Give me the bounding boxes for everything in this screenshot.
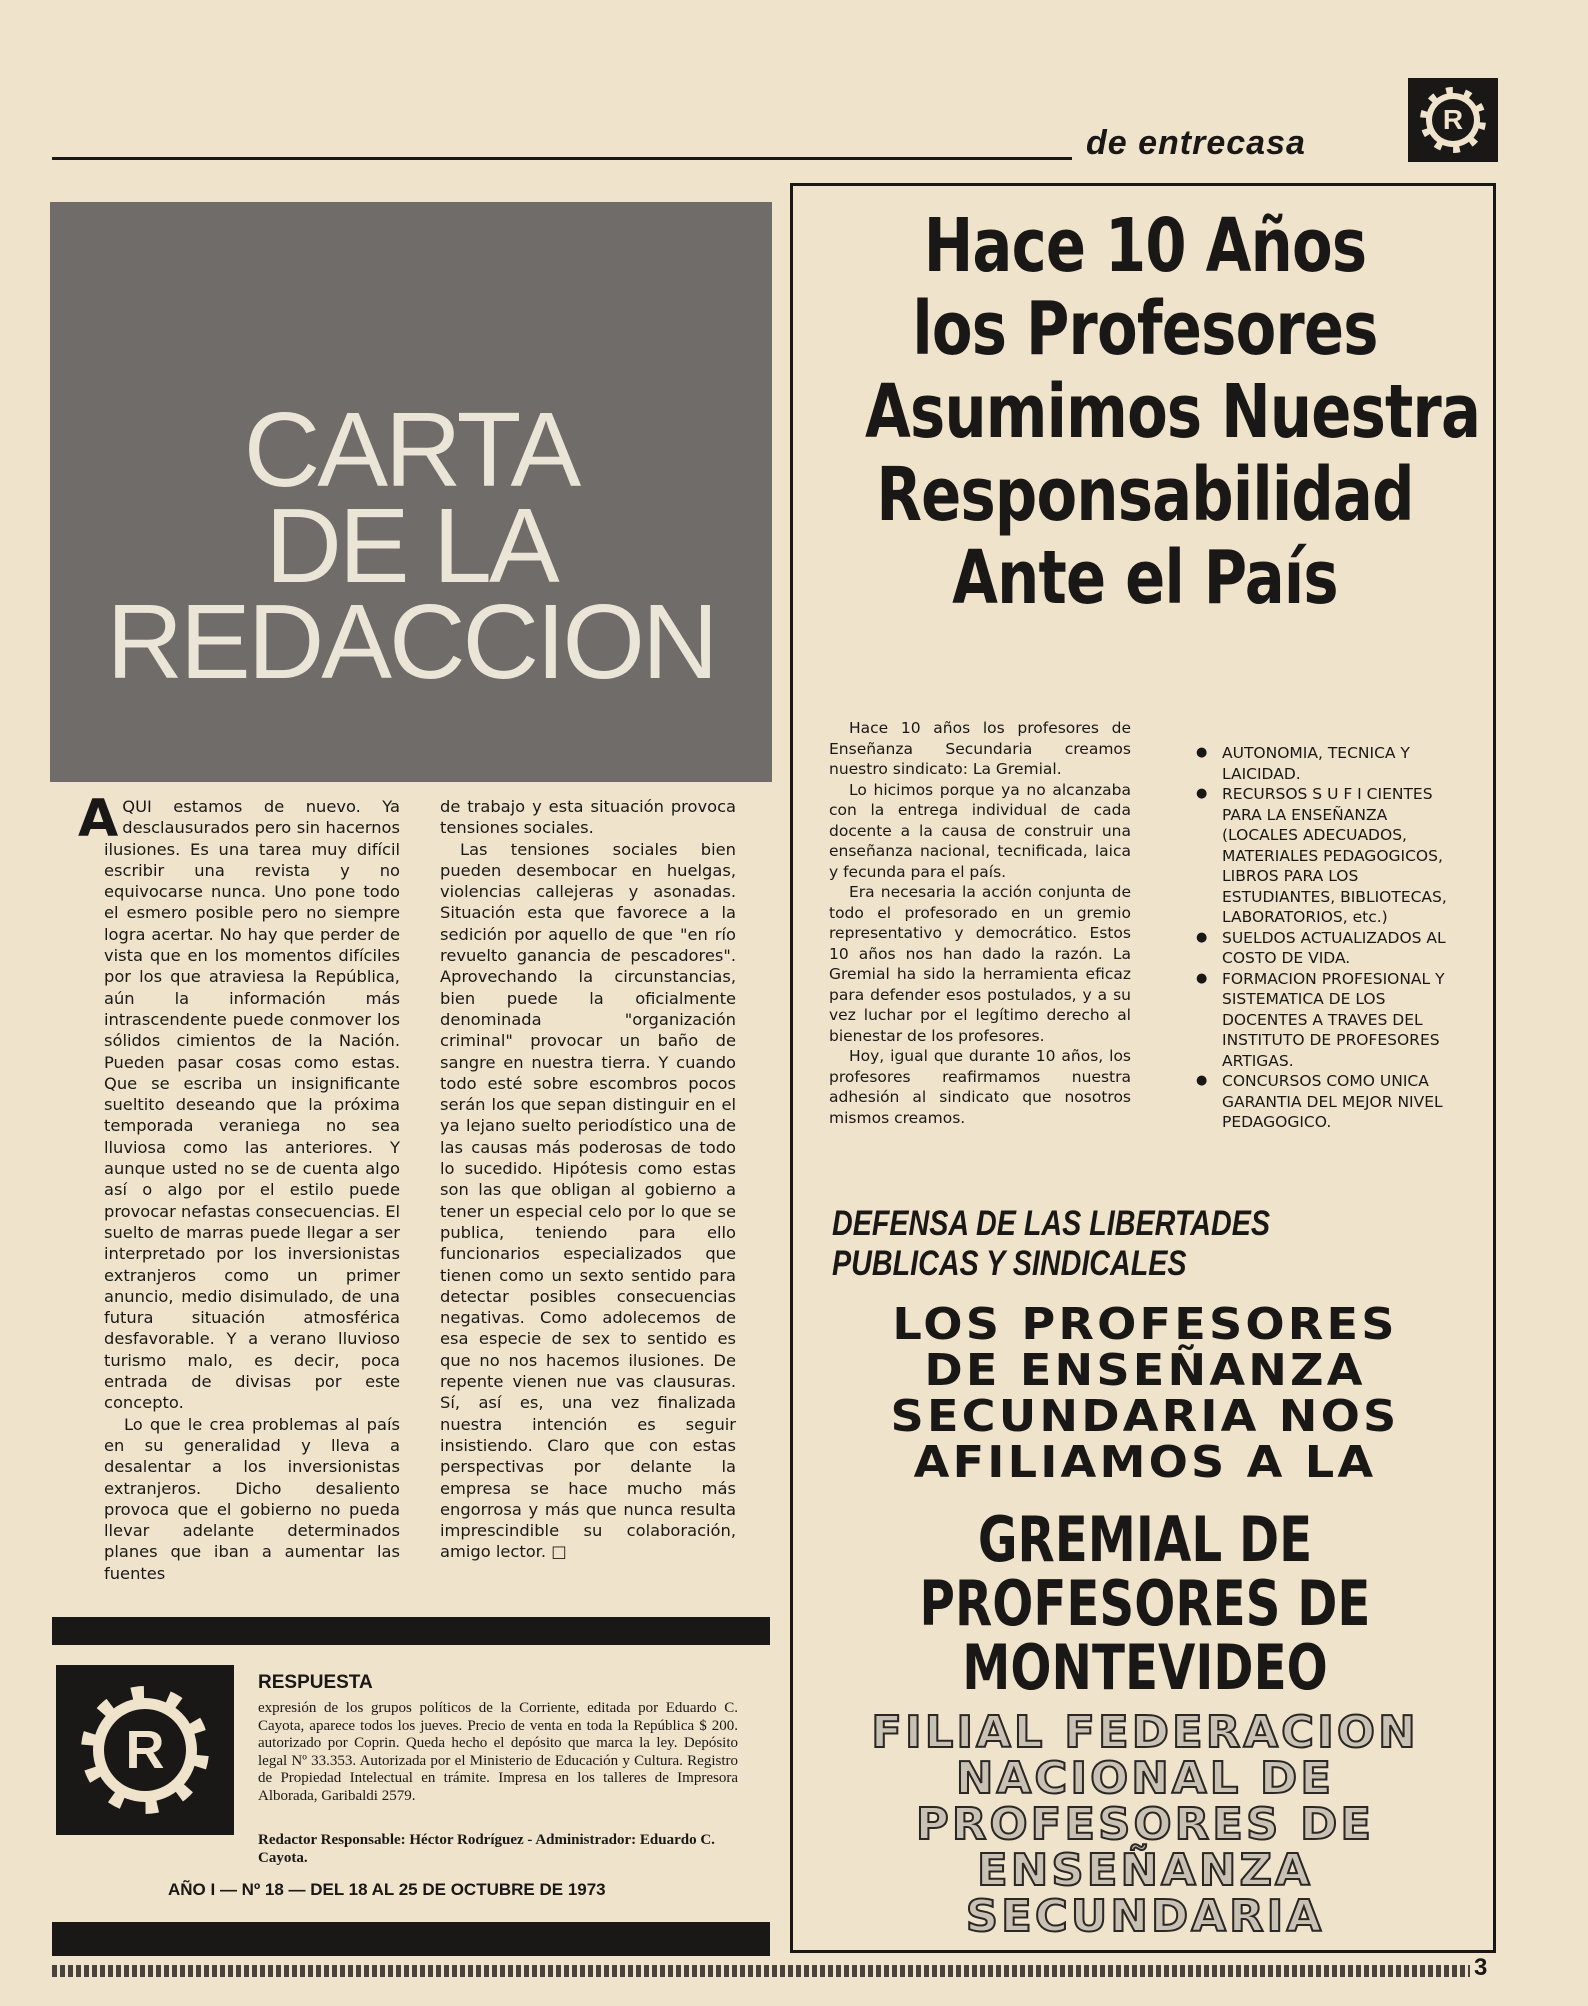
imprint-logo	[56, 1665, 234, 1835]
ad-headline	[865, 203, 1481, 621]
filial-line: NACIONAL DE	[955, 1753, 1335, 1804]
filial-line: PROFESORES DE	[915, 1799, 1375, 1850]
headline-line: Ante el País	[952, 535, 1338, 621]
list-item: ● AUTONOMIA, TECNICA Y LAICIDAD.	[1196, 743, 1456, 784]
ad-paragraph: Hoy, igual que durante 10 años, los profesores reafirmamos nuestra adhesión al sindicato que nosotros mismos creamos.	[829, 1047, 1131, 1127]
perforation-strip	[52, 1965, 1470, 1977]
imprint-editor: Redactor Responsable: Héctor Rodríguez - Administrador: Eduardo C. Cayota.	[258, 1832, 715, 1866]
filial-line: ENSEÑANZA	[977, 1845, 1313, 1896]
header-rule	[52, 157, 1072, 160]
gear-icon	[1420, 87, 1486, 153]
filial-line: SECUNDARIA	[965, 1891, 1325, 1942]
article-column-1	[78, 789, 401, 1584]
headline-line: Responsabilidad	[876, 452, 1414, 538]
afiliamos-heading	[778, 1299, 1513, 1488]
headline-line: los Profesores	[912, 286, 1378, 372]
headline-line: Asumimos Nuestra	[865, 369, 1481, 455]
afiliamos-line: SECUNDARIA NOS	[890, 1391, 1400, 1442]
respuesta-logo	[1408, 78, 1498, 162]
list-item: ● FORMACION PROFESIONAL Y SISTEMATICA DE LOS DOCENTES A TRAVES DEL INSTITUTO DE PROFESORES ARTIGAS.	[1196, 969, 1456, 1072]
article-paragraph: Las tensiones sociales bien pueden desembocar en huelgas, violencias callejeras y asonadas. Situación esta que favorece a la sedición por aquello de que "en río revuelto ganancia de pescadores". Aprovechando la circunstancias, bien puede la oficialmente denominada "organización criminal" provocar un baño de sangre en nuestra tierra. Y cuando todo esté sobre escombros pocos serán los que sepan distinguir en el ya lejano suelto periodístico una de las causas más poderosas de todo lo sucedido. Hipótesis como estas son las que obligan al gobierno a tener un especial celo por lo que se publica, teniendo para ello funcionarios especializados que tienen como un sexto sentido para detectar posibles consecuencias negativas. Como adolecemos de esa especie de sex to sentido es que no nos hacemos ilusiones. De repente vienen nue vas clausuras. Sí, así es, una vez finalizada nuestra intención es seguir insistiendo. Claro que con estas perspectivas por delante la empresa se hace mucho más engorrosa y más que nunca resulta imprescindible su colaboración, amigo lector. □	[440, 839, 736, 1562]
article-paragraph: de trabajo y esta situación provoca tensiones sociales.	[440, 797, 736, 838]
carta-title	[50, 391, 772, 701]
afiliamos-line: LOS PROFESORES	[892, 1299, 1398, 1350]
afiliamos-line: AFILIAMOS A LA	[913, 1437, 1377, 1488]
title-line: CARTA	[243, 391, 579, 509]
filial-line: FILIAL FEDERACION	[871, 1707, 1419, 1758]
title-line: REDACCION	[106, 583, 716, 701]
logo-letter: R	[104, 1709, 186, 1791]
logo-letter: R	[1432, 99, 1474, 141]
defensa-heading	[832, 1204, 1270, 1284]
gremial-line: GREMIAL DE	[977, 1503, 1313, 1576]
list-item: ● RECURSOS S U F I CIENTES PARA LA ENSEÑANZA (LOCALES ADECUADOS, MATERIALES PEDAGOGICOS, LIBROS PARA LOS ESTUDIANTES, BIBLIOTECAS, LABORATORIOS, etc.)	[1196, 784, 1456, 928]
list-item: ● SUELDOS ACTUALIZADOS AL COSTO DE VIDA.	[1196, 928, 1456, 969]
imprint-body: expresión de los grupos políticos de la Corriente, editada por Eduardo C. Cayota, aparece todos los jueves. Precio de venta en toda la República $ 200. autorizado por Coprin. Queda hecho el depósito que marca la ley. Depósito legal Nº 33.353. Autorizada por el Ministerio de Educación y Cultura. Registro de Propiedad Intelectual en trámite. Impresa en los talleres de Impresora Alborada, Garibaldi 2579.	[258, 1700, 738, 1804]
ad-paragraph: Hace 10 años los profesores de Enseñanza Secundaria creamos nuestro sindicato: La Gremial.	[829, 719, 1131, 778]
imprint-title: RESPUESTA	[258, 1672, 373, 1693]
page-number: 3	[1474, 1954, 1488, 1981]
headline-line: Hace 10 Años	[923, 203, 1367, 289]
article-paragraph: Lo que le crea problemas al país en su generalidad y lleva a desalentar a los inversionistas extranjeros. Dicho desaliento provoca que el gobierno no pueda llevar adelante determinados planes que iban a aumentar las fuentes	[104, 1414, 400, 1583]
ad-paragraph: Era necesaria la acción conjunta de todo el profesorado en un gremio representativo y democrático. Estos 10 años nos han dado la razón. La Gremial ha sido la herramienta eficaz para defender esos postulados, y a su vez luchar por el legítimo derecho al bienestar de los profesores.	[829, 883, 1131, 1045]
gremial-line: MONTEVIDEO	[962, 1631, 1328, 1704]
gremial-line: PROFESORES DE	[919, 1567, 1371, 1640]
title-line: DE LA	[265, 487, 557, 605]
issue-line: AÑO I — Nº 18 — DEL 18 AL 25 DE OCTUBRE DE 1973	[168, 1880, 606, 1899]
gear-icon	[81, 1686, 209, 1814]
ad-demands-list	[1196, 743, 1456, 1133]
divider-bar	[52, 1617, 770, 1645]
article-column-2	[440, 796, 736, 1563]
list-item: ● CONCURSOS COMO UNICA GARANTIA DEL MEJOR NIVEL PEDAGOGICO.	[1196, 1071, 1456, 1133]
gremial-heading	[872, 1503, 1418, 1704]
defensa-line: DEFENSA DE LAS LIBERTADES	[832, 1204, 1270, 1243]
divider-bar	[52, 1922, 770, 1956]
section-title: de entrecasa	[1086, 124, 1306, 162]
carta-title-block	[50, 202, 772, 782]
ad-body	[829, 718, 1131, 1128]
article-paragraph: AQUI estamos de nuevo. Ya desclausurados pero sin hacernos ilusiones. Es una tarea muy difícil escribir una revista y no equivocarse nunca. Uno pone todo el esmero posible pero no siempre logra acertar. No hay que perder de vista que en los momentos difíciles por los que atraviesa la República, aún la información más intrascendente puede conmover los sólidos cimientos de la Nación. Pueden pasar cosas como estas. Que se escriba un insignificante sueltito deseando que la próxima temporada veraniega no sea lluviosa como las anteriores. Y aunque usted no se de cuenta algo así o algo por el estilo puede provocar nefastas consecuencias. El suelto de marras puede llegar a ser interpretado por los inversionistas extranjeros como un primer anuncio, medio disimulado, de una futura situación atmosférica desfavorable. Y a verano lluvioso turismo malo, es decir, poca entrada de divisas por este concepto.	[78, 789, 401, 1413]
ad-paragraph: Lo hicimos porque ya no alcanzaba con la entrega individual de cada docente a la causa de construir una enseñanza nacional, tecnificada, laica y fecunda para el país.	[829, 780, 1131, 881]
drop-cap: A	[78, 789, 119, 849]
filial-heading	[788, 1707, 1502, 1942]
afiliamos-line: DE ENSEÑANZA	[924, 1345, 1366, 1396]
defensa-line: PUBLICAS Y SINDICALES	[832, 1244, 1187, 1283]
